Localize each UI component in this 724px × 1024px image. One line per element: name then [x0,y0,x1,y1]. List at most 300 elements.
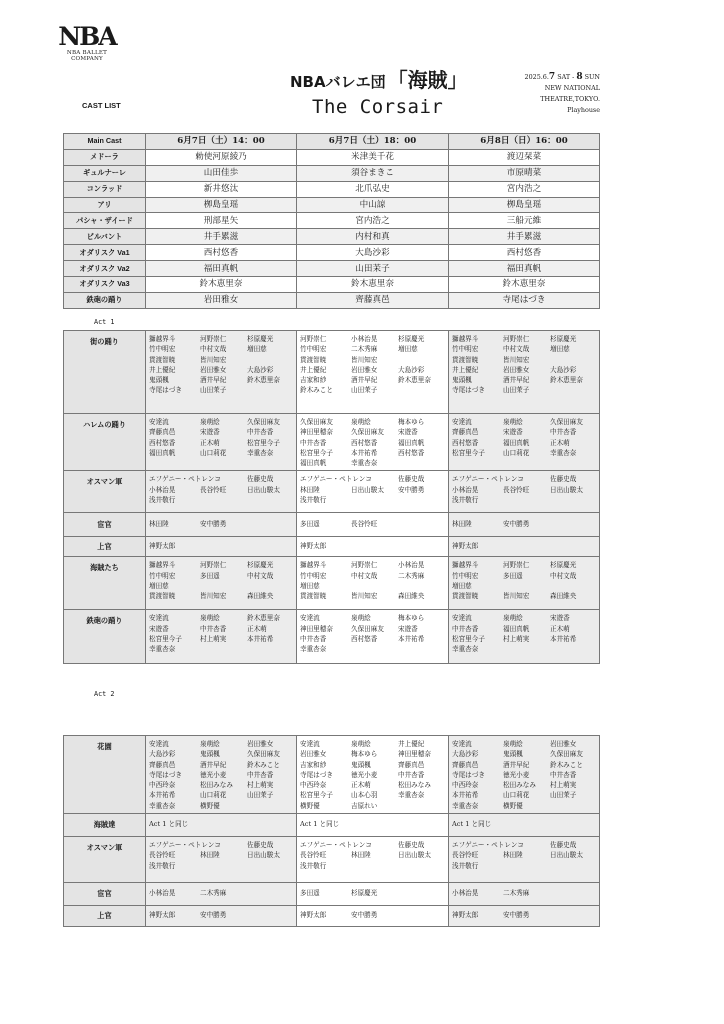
ensemble-member: 中井杏香 [247,770,274,779]
ensemble-member: 齊藤真邑 [452,428,479,437]
ensemble-member: 泉萌絵 [200,418,220,426]
ensemble-role-name: ハレムの踊り [64,414,146,471]
venue-line1: NEW NATIONAL [544,84,600,92]
ensemble-member: 久保田麻友 [247,418,280,426]
empty-slot [200,581,247,591]
cast-name: 三船元維 [449,213,600,229]
ensemble-member: 安中勝勇 [503,910,530,919]
ensemble-member: 宋遊香 [503,428,523,437]
ensemble-member: 佐藤史哉 [550,475,577,484]
ensemble-member: 村上萌実 [200,635,227,644]
ensemble-member: 長谷怜旺 [200,485,227,494]
performance-cast-cell [297,883,449,906]
ensemble-member: 神野太郎 [452,910,479,919]
ensemble-member: 梅本ゆら [398,418,425,426]
ensemble-member: 中村文哉 [351,571,378,580]
cast-name: 鈴木恵里奈 [449,277,600,293]
ensemble-member: 鈴木恵里奈 [247,376,280,385]
ensemble-member: 二木秀麻 [351,345,378,354]
ensemble-member: 小林治晃 [452,485,479,494]
ensemble-member: 鬼頭楓 [503,750,523,759]
performance-cast-cell [146,837,297,883]
main-cast-row [64,149,600,165]
ensemble-member: 河野崇仁 [200,561,227,570]
ensemble-member: 中西玲奈 [452,781,479,790]
ensemble-member: 安中勝勇 [503,519,530,528]
ensemble-member: 杉原慶光 [247,335,274,343]
cast-name: 井手累滋 [146,229,297,245]
ensemble-member: 西村悠香 [149,438,176,447]
cast-name: 福田真帆 [449,261,600,277]
ensemble-member: 中井杏香 [300,635,327,644]
role-name: オダリスク Va1 [64,245,146,261]
ensemble-member: 中村文哉 [550,571,577,580]
ensemble-member: 井上優紀 [398,740,425,748]
act1-ensemble-row [64,557,600,610]
ensemble-member: 幸重杏奈 [300,645,327,654]
ensemble-member: 浅井敬行 [149,861,176,870]
cast-name: 渡辺栞菜 [449,149,600,165]
cast-name: 市原晴菜 [449,165,600,181]
performance-info [525,72,601,116]
performance-cast-cell [449,906,600,927]
cast-name: 中山諒 [297,197,449,213]
ensemble-member: 松宮里今子 [247,438,280,447]
ensemble-member: 長谷怜旺 [452,851,479,860]
ensemble-member: 森田維央 [247,592,274,601]
ensemble-member: 大島沙彩 [550,365,577,374]
act2-label: Act 2 [94,690,115,698]
cast-name-grid [452,888,597,898]
ensemble-member: 長谷怜旺 [351,519,378,528]
ensemble-member: 福田真帆 [300,459,327,468]
cast-list-label: CAST LIST [82,101,121,110]
ensemble-member: 幸重杏奈 [149,645,176,654]
ensemble-member: 山田茉子 [247,791,274,800]
ensemble-member: 安達流 [452,614,472,623]
performance-cast-cell [449,736,600,814]
cast-name: 齊藤真邑 [297,292,449,308]
ensemble-member: 松宮里今子 [452,635,485,644]
ensemble-member: 中村文哉 [503,345,530,354]
ensemble-member: 日出山駿太 [351,485,384,494]
performance-cast-cell [297,414,449,471]
performance-cast-cell [297,837,449,883]
act1-ensemble-row [64,471,600,513]
cast-name-grid [300,560,446,601]
role-name: ギュルナーレ [64,165,146,181]
ensemble-role-name: 上官 [64,906,146,927]
ensemble-member: 竹中明宏 [149,345,176,354]
cast-name-grid [300,334,446,396]
performance-cast-cell [146,331,297,414]
ensemble-member: 中井杏香 [300,438,327,447]
performance-cast-cell [449,414,600,471]
performance-cast-cell [146,814,297,837]
ensemble-member: 松田みなみ [200,781,233,790]
cast-name-grid [149,417,294,458]
act2-ensemble-row [64,814,600,837]
ensemble-member: 林田陸 [300,485,320,494]
ensemble-member: 安中勝勇 [398,485,425,494]
ensemble-member: 大島沙彩 [398,365,425,374]
ensemble-member: 二木秀麻 [200,888,227,897]
ensemble-role-name: 鉄砲の踊り [64,610,146,664]
ensemble-member: 寺尾はづき [452,386,485,395]
ensemble-member: 福田真帆 [398,438,425,447]
ensemble-member: 竹中明宏 [452,571,479,580]
ensemble-member: 貫渡智暁 [149,355,176,364]
ensemble-member: 寺尾はづき [300,770,333,779]
cast-name-grid [300,840,446,871]
ensemble-member: 泉萌絵 [351,614,371,623]
ensemble-member: 大島沙彩 [149,750,176,759]
ensemble-member: 山口莉花 [503,791,530,800]
main-cast-row [64,213,600,229]
ensemble-member: 神野太郎 [149,910,176,919]
cast-name: 井手累滋 [449,229,600,245]
ensemble-member: 浅井敬行 [452,861,479,870]
ensemble-member: 鈴木みこと [247,760,280,769]
ensemble-member: 増田慈 [452,582,472,591]
ensemble-member: 岩田雅女 [503,365,530,374]
ensemble-member: 中井杏香 [398,770,425,779]
ensemble-member: 幸重杏奈 [149,801,176,810]
performance-cast-cell [449,331,600,414]
ensemble-member: エフゲニー・ペトレンコ [452,475,524,484]
performance-cast-cell [146,513,297,537]
ensemble-member: 山口莉花 [200,448,227,457]
ensemble-member: 中井杏香 [247,428,274,437]
ensemble-member: 泉萌絵 [351,740,371,748]
empty-slot [398,385,449,395]
main-cast-row [64,261,600,277]
role-name: ビルバント [64,229,146,245]
empty-slot [247,355,297,365]
ensemble-member: 鬼頭楓 [452,376,472,385]
act1-ensemble-row [64,414,600,471]
ensemble-member: 泉萌絵 [351,418,371,426]
empty-slot [550,355,600,365]
cast-name: 内村和真 [297,229,449,245]
ensemble-member: 中西玲奈 [149,781,176,790]
venue-line3: Playhouse [567,106,600,114]
ensemble-member: 杉原慶光 [351,888,378,897]
ensemble-member: 皆川知宏 [200,592,227,601]
ensemble-member: 中井杏香 [550,428,577,437]
ensemble-member: 皆川知宏 [351,592,378,601]
performance-cast-cell [146,610,297,664]
performance-date-1: 6月7日（土）14：00 [146,134,297,150]
ensemble-role-name: オスマン軍 [64,837,146,883]
ensemble-member: 本井祐希 [351,448,378,457]
ensemble-role-name: オスマン軍 [64,471,146,513]
cast-name-grid [149,840,294,871]
ensemble-member: 山田茉子 [351,386,378,395]
ensemble-member: 日出山駿太 [247,485,280,494]
ensemble-member: 岩田雅女 [247,740,274,748]
ensemble-member: 横野優 [503,801,523,810]
ensemble-member: 河野崇仁 [503,335,530,343]
ensemble-member: 林田陸 [149,519,169,528]
cast-name: 宮内浩之 [297,213,449,229]
ensemble-member: 貫渡智暁 [300,592,327,601]
ensemble-member: 村上萌実 [503,635,530,644]
ensemble-member: 多田遥 [503,571,523,580]
cast-name: 大島沙彩 [297,245,449,261]
ensemble-member: 松田みなみ [503,781,536,790]
ensemble-member: 酒井早紀 [351,376,378,385]
company-logo [52,24,122,63]
role-name: パシャ・ザイード [64,213,146,229]
ensemble-member: 泉萌絵 [503,418,523,426]
ensemble-member: 多田遥 [200,571,220,580]
act2-ensemble-row [64,837,600,883]
ensemble-member: 増田慈 [550,345,570,354]
ensemble-member: 正木萌 [351,781,371,790]
cast-name-grid [452,910,597,920]
act1-ensemble-row [64,331,600,414]
performance-cast-cell [146,736,297,814]
ensemble-member: 多田遥 [300,888,320,897]
ensemble-member: 井上優紀 [300,365,327,374]
ensemble-member: 林田陸 [452,519,472,528]
ensemble-member: 小林治晃 [149,485,176,494]
ensemble-member: 泉萌絵 [200,740,220,748]
ensemble-member: 西村悠香 [351,438,378,447]
cast-name-grid [149,888,294,898]
ensemble-member: 松田みなみ [398,781,431,790]
ensemble-member: 鬼頭楓 [200,750,220,759]
performance-cast-cell [146,471,297,513]
ensemble-member: 幸重杏奈 [247,448,274,457]
ensemble-member: 中村文哉 [247,571,274,580]
cast-name-grid [300,910,446,920]
ensemble-member: 鈴木恵里奈 [550,376,583,385]
main-cast-row [64,197,600,213]
ensemble-member: 二木秀麻 [503,888,530,897]
ensemble-member: 横野優 [300,801,320,810]
ensemble-member: 中井杏香 [200,624,227,633]
ensemble-member: 本井祐希 [452,791,479,800]
main-cast-row [64,165,600,181]
ensemble-member: 吉家和紗 [300,376,327,385]
ensemble-member: 小林治晃 [398,561,425,570]
main-cast-row [64,245,600,261]
ensemble-role-name: 宦官 [64,883,146,906]
ensemble-member: 安達流 [149,740,169,748]
logo-mark: NBA [58,22,116,51]
ensemble-member: 宋遊香 [398,428,418,437]
ensemble-member: 多田遥 [300,519,320,528]
title-prefix: NBAバレエ団 [290,73,386,91]
ensemble-member: 森田維央 [550,592,577,601]
performance-cast-cell [297,906,449,927]
cast-name-grid [149,519,294,529]
performance-cast-cell [146,883,297,906]
ensemble-member: 林田陸 [503,851,523,860]
ensemble-member: 竹中明宏 [300,345,327,354]
cast-name-grid [452,840,597,871]
ensemble-member: 梅本ゆら [398,614,425,623]
cast-name-grid [452,519,597,529]
ensemble-member: 正木萌 [550,624,570,633]
ensemble-member: 竹中明宏 [300,571,327,580]
ensemble-member: 幸重杏奈 [398,791,425,800]
ensemble-member: 齊藤真邑 [149,428,176,437]
cast-name: 新井悠汰 [146,181,297,197]
ensemble-member: 林田陸 [200,851,220,860]
ensemble-member: 西村悠香 [452,438,479,447]
cast-name-grid [149,560,294,601]
ensemble-member: 皆川知宏 [503,592,530,601]
cast-name-grid [300,613,446,654]
cast-name: 山田茉子 [297,261,449,277]
ensemble-member: 神野太郎 [300,910,327,919]
performance-cast-cell [449,610,600,664]
empty-slot [550,581,600,591]
cast-name-grid [149,910,294,920]
ensemble-member: 安中勝勇 [200,910,227,919]
ensemble-member: 横野優 [200,801,220,810]
ensemble-member: 神田里穂奈 [300,428,333,437]
performance-cast-cell [297,557,449,610]
ensemble-member: エフゲニー・ペトレンコ [149,841,221,850]
ensemble-member: 山口莉花 [200,791,227,800]
ensemble-member: 正木萌 [247,624,267,633]
performance-cast-cell [449,471,600,513]
venue-line2: THEATRE,TOKYO. [540,95,600,103]
ensemble-member: 河野崇仁 [300,335,327,343]
ensemble-member: 増田慈 [247,345,267,354]
ensemble-member: 酒井早紀 [200,760,227,769]
ensemble-member: 井上優紀 [149,365,176,374]
ensemble-role-name: 海賊たち [64,557,146,610]
ensemble-member: 安達流 [452,740,472,748]
ensemble-member: エフゲニー・ペトレンコ [452,841,524,850]
ensemble-member: 杉原慶光 [398,335,425,343]
title-main: 「海賊」 [387,68,468,92]
ensemble-member: 皆川知宏 [351,355,378,364]
act1-label: Act 1 [94,318,115,326]
performance-cast-cell [449,557,600,610]
cast-name-grid [300,417,446,468]
ensemble-member: 獅越界斗 [149,561,176,570]
ensemble-member: 竹中明宏 [452,345,479,354]
cast-name: 鈴木恵里奈 [146,277,297,293]
cast-name-grid [452,560,597,601]
ensemble-member: 村上萌実 [247,781,274,790]
cast-name-grid [452,474,597,505]
ensemble-member: 岩田雅女 [351,365,378,374]
ensemble-role-name: 海賊達 [64,814,146,837]
ensemble-member: 福田真帆 [149,448,176,457]
cast-name-grid [300,519,446,529]
cast-name-grid [452,613,597,654]
role-name: メドーラ [64,149,146,165]
ensemble-member: 鈴木みこと [300,386,333,395]
act2-ensemble-row [64,736,600,814]
ensemble-member: 鈴木恵里奈 [398,376,431,385]
ensemble-member: 獅越界斗 [452,335,479,343]
cast-name: 山田佳歩 [146,165,297,181]
ensemble-member: 久保田麻友 [550,750,583,759]
ensemble-member: Act 1 と同じ [300,819,340,828]
ensemble-member: 寺尾はづき [149,386,182,395]
cast-name-grid [149,819,294,829]
cast-name-grid [300,541,446,551]
cast-name-grid [452,739,597,811]
ensemble-member: 日出山駿太 [398,851,431,860]
ensemble-member: 鈴木みこと [550,760,583,769]
ensemble-role-name: 宦官 [64,513,146,537]
ensemble-member: 幸重杏奈 [550,448,577,457]
cast-name-grid [300,739,446,811]
ensemble-member: 山本心羽 [351,791,378,800]
ensemble-member: エフゲニー・ペトレンコ [300,475,372,484]
ensemble-member: 森田維央 [398,592,425,601]
ensemble-member: 浅井敬行 [300,861,327,870]
ensemble-member: 泉萌絵 [200,614,220,623]
ensemble-member: 杉原慶光 [550,335,577,343]
performance-cast-cell [449,537,600,557]
ensemble-member: 佐藤史哉 [247,841,274,850]
ensemble-member: 安達流 [300,614,320,623]
ensemble-member: 酒井早紀 [503,760,530,769]
ensemble-member: 獅越界斗 [300,561,327,570]
empty-slot [550,385,600,395]
ensemble-member: 中井杏香 [452,624,479,633]
cast-name: 西村悠香 [146,245,297,261]
ensemble-member: 日出山駿太 [247,851,280,860]
company-name-line2: COMPANY [71,56,103,63]
ensemble-member: 杉原慶光 [550,561,577,570]
ensemble-member: 徳光小麦 [200,770,227,779]
cast-name: 勅使河原綾乃 [146,149,297,165]
role-name: 鉄砲の踊り [64,292,146,308]
ensemble-member: 徳光小麦 [351,770,378,779]
empty-slot [247,385,297,395]
ensemble-member: 河野崇仁 [200,335,227,343]
ensemble-member: 神野太郎 [149,541,176,550]
ensemble-member: 鬼頭楓 [351,760,371,769]
ensemble-member: Act 1 と同じ [149,819,189,828]
ensemble-member: 神田里穂奈 [398,750,431,759]
ensemble-member: 増田慈 [149,582,169,591]
ensemble-member: 久保田麻友 [351,624,384,633]
ensemble-member: 酒井早紀 [200,376,227,385]
ensemble-member: 河野崇仁 [351,561,378,570]
main-cast-row [64,292,600,308]
ensemble-member: 安達流 [149,614,169,623]
ensemble-member: 松宮里今子 [149,635,182,644]
cast-name-grid [149,474,294,505]
ensemble-member: 宋遊香 [550,614,570,623]
role-name: オダリスク Va2 [64,261,146,277]
performance-cast-cell [297,513,449,537]
performance-cast-cell [146,414,297,471]
ensemble-role-name: 上官 [64,537,146,557]
performance-date-2: 6月7日（土）18：00 [297,134,449,150]
main-cast-row [64,181,600,197]
ensemble-member: 村上萌実 [550,781,577,790]
ensemble-member: 小林治晃 [452,888,479,897]
ensemble-member: 長谷怜旺 [300,851,327,860]
performance-cast-cell [297,331,449,414]
cast-name: 宮内浩之 [449,181,600,197]
ensemble-member: 山田茉子 [550,791,577,800]
ensemble-role-name: 花園 [64,736,146,814]
